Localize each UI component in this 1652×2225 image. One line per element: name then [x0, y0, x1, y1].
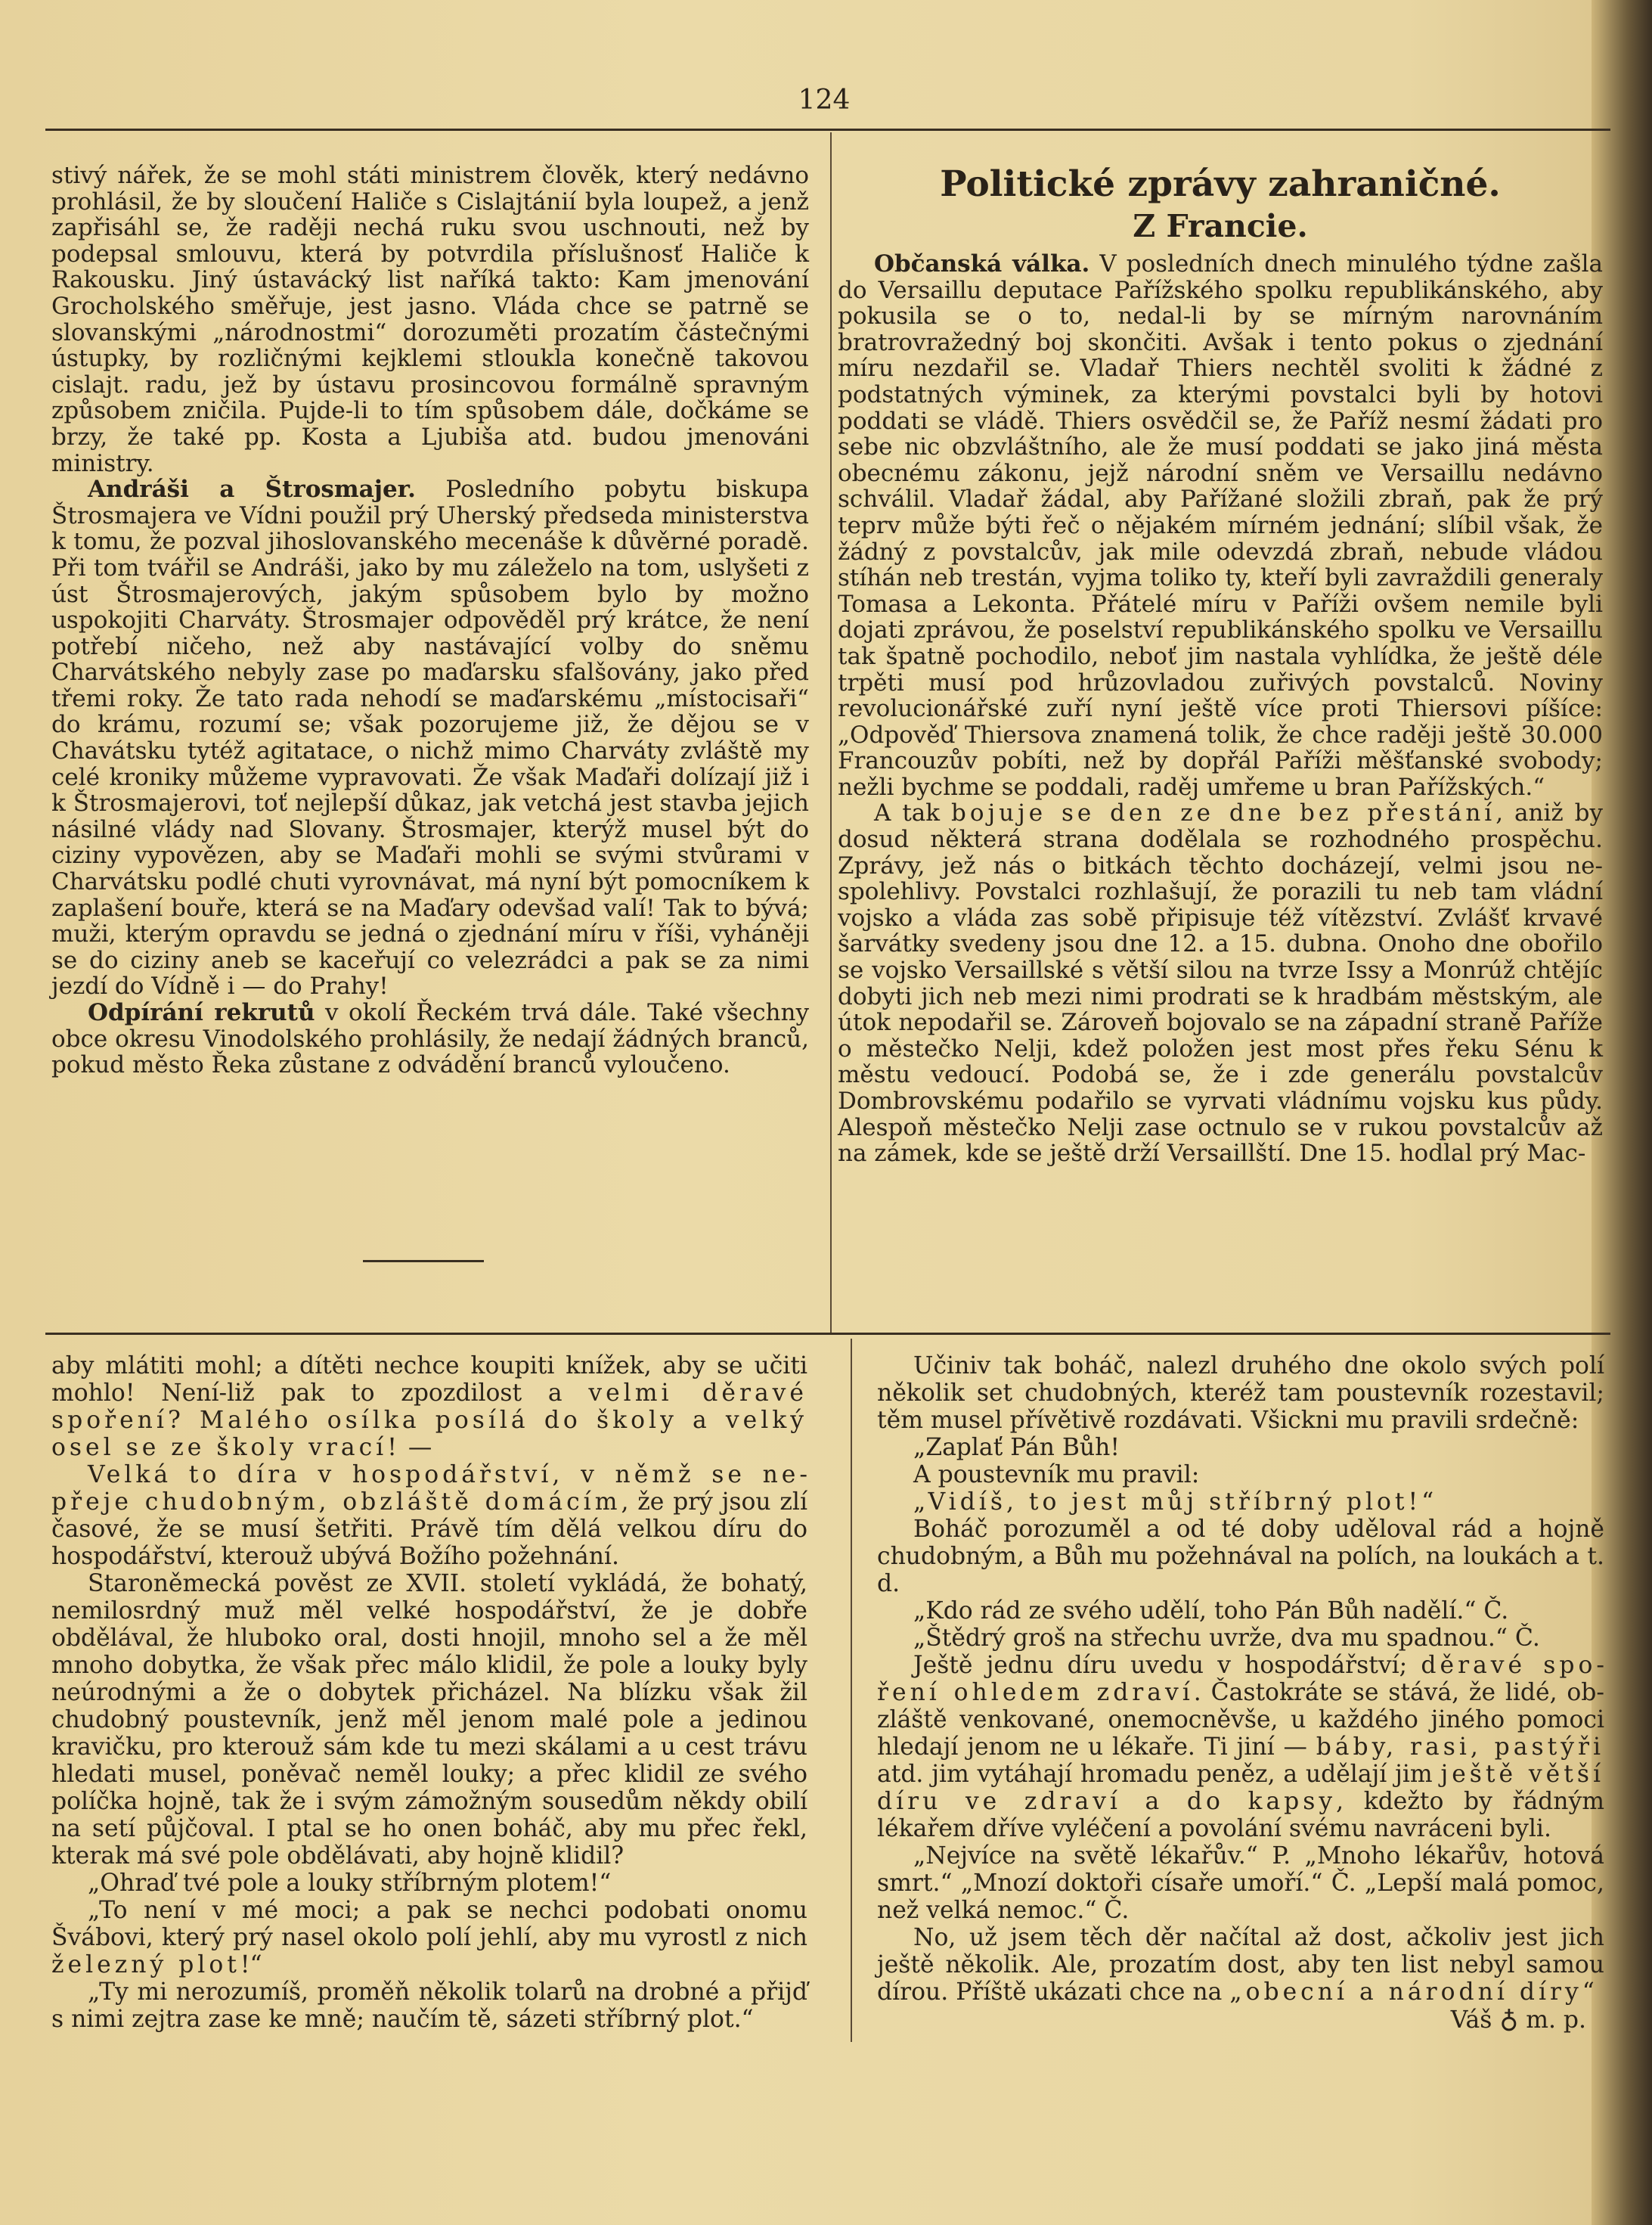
headline-recruits: Odpírání rekrutů [88, 999, 315, 1026]
paragraph-ministry-continuation: stivý nářek, že se mohl státi ministrem člověk, který nedávno prohlásil, že by sloučení Haliče s Cislajtánií byla loupež, a jenž zapřisáhl se, že raději nechá ruku svou uschnouti, než by podepsal smlouvu, která by potvrdila příslušnosť Haliče k Rakousku. Jiný ústavácký list naříká takto: Kam jmenování Grocholského směřuje, jest jasno. Vláda chce se patrně se slovanskými „národnostmi“ dorozuměti prozatím částečnými ústupky, by rozličnými kejklemi stloukla konečně takovou cislajt. radu, jež by ústavu prosincovou formálně spravným způsobem zničila. Pujde-li to tím spůsobem dále, dočkáme se brzy, že také pp. Kosta a Ljubiša atd. budou jmenováni ministry. [51, 162, 809, 477]
headline-civil-war: Občanská válka. [874, 250, 1090, 278]
quote-thanks: „Zaplať Pán Bůh! [913, 1434, 1120, 1461]
text-span: , kdežto by řádným lékařem dříve vyléčení a povolání svému navráceni byli. [877, 1788, 1604, 1842]
proverbs-doctors: „Nejvíce na světě lékařův.“ P. „Mnoho lékařův, hotová smrt.“ „Mnozí doktoři císaře umoří.“ Č. „Lepší malá pomoc, než velká nemoc.“ Č. [877, 1842, 1604, 1924]
paragraph-andrasi [51, 476, 809, 1000]
feuilleton-separator-rule [45, 1333, 1610, 1335]
section-title: Politické zprávy zahraničné. [940, 163, 1501, 205]
column-bottom-right [877, 1352, 1604, 2034]
text-span: „To není v mé moci; a pak se nechci podobati onomu Švábovi, který prý nasel okolo polí jehlí, aby mu vyrostl z nich [51, 1897, 807, 1951]
text-span: Ještě jednu díru uvedu v hospodářství; [913, 1652, 1421, 1679]
paragraph-fighting [838, 800, 1603, 1166]
signature-text: m. p. [1526, 2006, 1586, 2034]
page-number: 124 [798, 85, 851, 116]
paragraph-andrasi-text: Posledního pobytu biskupa Štrosmajera ve Vídni použil prý Uherský předseda ministerstva k tomu, že pozval jihoslovanského mecenáše k důvěrné poradě. Při tom tvářil se Andráši, jako by mu záleželo na tom, uslyšeti z úst Štrosmajerových, jakým spůsobem bylo by možno uspokojiti Charváty. Štrosmajer odpověděl prý krátce, že není potřebí ničeho, než aby nastávající volby do sněmu Charvátského nebyly zase po maďarsku sfalšovány, jako před třemi roky. Že tato rada nehodí se maďarskému „místocisaři“ do krámu, rozumí se; však pozorujeme již, že dějou se v Chavátsku tytéž agitatace, o nichž mimo Charváty zvláště my celé kroniky můžeme vypravovati. Že však Maďaři dolízají již i k Štrosmajerovi, toť nejlepší důkaz, jak vetchá jest stavba jejich násilné vlády nad Slovany. Štrosmajer, kterýž musel být do ciziny vypovězen, aby se Maďaři mohli se svými stvůrami v Charvátsku podlé chuti vyrovnávat, má nyní být pomocníkem k zaplašení bouře, která se na Maďary odevšad valí! Tak to bývá; muži, kterým opravdu se jedná o zjednání míru v říši, vyháněji se do ciziny aneb se kaceřují co velezrádci a pak se za nimi jezdí do Vídně i — do Prahy! [51, 476, 809, 1001]
spaced-emphasis: železný plot [51, 1951, 240, 1978]
quote-hermit-said: A poustevník mu pravil: [913, 1461, 1200, 1488]
paragraph-fighting-text: , aniž by dosud některá strana dodělala se rozhodného prospěchu. Zprávy, jež nás o bitkách těchto docházejí, velmi jsou nespolehlivy. Povstalci rozhlašují, že porazili tu neb tam vládní vojsko a vláda zas sobě připisuje též vítězství. Zvlášť krvavé šarvátky svedeny jsou dne 12. a 15. dubna. Onoho dne obořilo se vojsko Versaillské s větší silou na tvrze Issy a Monrúž chtějíc dobyti jich neb mezi nimi prodrati se k hradbám městským, ale útok nepodařil se. Zároveň bojovalo se na západní straně Paříže o městečko Nelji, kdež položen jest most přes řeku Sénu k městu vedoucí. Podobá se, že i zde generálu povstalcův Dombrovskému podařilo se vyrvati vládnímu vojsku kus půdy. Alespoň městečko Nelji zase octnulo se v rukou povstalcův až na zámek, kde se ještě drží Versaillští. Dne 15. hodlal prý Mac- [838, 799, 1603, 1168]
column-bottom-left [51, 1352, 807, 2033]
headline-andrasi: Andráši a Štrosmajer. [88, 476, 416, 504]
column-top-left [51, 163, 809, 1078]
quote-my-fence: „Vidíš, to jest můj stříbrný plot!“ [913, 1488, 1438, 1516]
signature-symbol-icon: ♁ [1499, 2004, 1519, 2034]
signature-text: Váš [1450, 2006, 1492, 2034]
spaced-emphasis: báby, rasi, pastýři [1316, 1733, 1604, 1761]
text-span: . Častokráte se stává, že lidé, obzláště venkované, onemocněvše, u každého jiného pomoci hledají jenom ne u lékaře. Ti jiní — [877, 1679, 1605, 1761]
section-end-rule [363, 1260, 484, 1262]
paragraph-rich-man: Učiniv tak boháč, nalezl druhého dne okolo svých polí několik set chudobných, kteréž tam poustevník rozestavil; těm musel přívětivě rozdávati. Všickni mu pravili srdečně: [877, 1352, 1604, 1434]
text-span: atd. jim vytáhají hromadu peněz, a udělají jim [877, 1761, 1441, 1788]
proverb-1: „Kdo rád ze svého udělí, toho Pán Bůh nadělí.“ Č. [913, 1597, 1509, 1625]
quote-iron-fence [51, 1897, 807, 1978]
signature [877, 2006, 1604, 2034]
column-divider-top [830, 132, 832, 1335]
column-top-right [838, 163, 1603, 1167]
spaced-emphasis: velmi děravé spoření? Malého osílka posílá do školy a velký osel se ze školy vrací! [51, 1379, 807, 1461]
paragraph-feuilleton-2 [51, 1461, 807, 1570]
paragraph-civil-war [838, 251, 1603, 800]
spaced-emphasis: bojuje se den ze dne bez přestání [951, 799, 1496, 827]
paragraph-fighting-start: A tak [874, 799, 951, 827]
quote-silver-fence: „Ohraď tvé pole a louky stříbrným plotem!“ [88, 1870, 612, 1897]
paragraph-feuilleton-1 [51, 1352, 807, 1461]
paragraph-recruits [51, 1000, 809, 1078]
text-span: , že prý jsou zlí časové, že se musí šetřiti. Právě tím dělá velkou díru do hospodářství, kterouž ubývá Božího požehnání. [51, 1488, 807, 1570]
column-divider-bottom [851, 1339, 852, 2042]
proverb-2: „Štědrý groš na střechu uvrže, dva mu spadnou.“ Č. [913, 1625, 1540, 1652]
spaced-emphasis: „obecní a národní díry“ [1229, 1978, 1598, 2006]
quote-tolars: „Ty mi nerozumíš, proměň několik tolarů na drobné a přijď s nimi zejtra zase ke mně; naučím tě, sázeti stříbrný plot.“ [51, 1978, 807, 2033]
paragraph-legend: Staroněmecká pověst ze XVII. století vykládá, že bohatý, nemilosrdný muž měl velké hospodářství, že je dobře obdělával, že hluboko oral, dosti hnojil, mnoho sel a že měl mnoho dobytka, že však přec málo klidil, že pole a louky byly neúrodnými a že o dobytek přicházel. Na blízku však žil chudobný poustevník, jenž měl jenom malé pole a jedinou kravičku, pro kterouž sám kde tu mezi skálami a u cest trávu hledati musel, poněvač neměl louky; a přec klidil ze svého políčka hojně, tak že i svým zámožným sousedům někdy obilí na setí půjčoval. I ptal se ho onen boháč, aby mu přec řekl, kterak má své pole obdělávati, aby hojně klidil? [51, 1570, 807, 1870]
paragraph-recruits-text: v okolí Řeckém trvá dále. Také všechny obce okresu Vinodolského prohlásily, že nedají žádných branců, pokud město Řeka zůstane z odvádění branců vyloučeno. [51, 999, 809, 1079]
paragraph-health [877, 1652, 1604, 1842]
paragraph-civil-war-text: V posledních dnech minulého týdne zašla do Versaillu deputace Pařížského spolku republikánského, aby pokusila se o to, nedal-li by se mírným narovnáním bratrovražedný boj skončiti. Avšak i tento pokus o zjednání míru nezdařil se. Vladař Thiers nechtěl svoliti k žádné z podstatných výminek, za kterými povstalci byli by hotovi poddati se vládě. Thiers osvědčil se, že Paříž nesmí žádati pro sebe nic obzvláštního, ale že musí poddati se jako jiná města obecnému zákonu, jejž národní sněm ve Versaillu nedávno schválil. Vladař žádal, aby Pařížané složili zbraň, pak že prý teprv může býti řeč o nějakém mírném jednání; slíbil však, že žádný z povstalcův, jak mile odevzdá zbraň, nebude vládou stíhán neb trestán, vyjma toliko ty, kteří byli zavraždili generaly Tomasa a Lekonta. Přátelé míru v Paříži ovšem nemile byli dojati zprávou, že poselství republikánského spolku ve Versaillu tak špatně pochodilo, neboť jim nastala vyhlídka, že ještě déle trpěti musí pod hrůzovladou zuřivých povstalců. Noviny revolucionářské zuří nyní ještě více proti Thiersovi píšíce: „Odpověď Thiersova znamená tolik, že chce raději ještě 30.000 Francouzův pobíti, než by dopřál Paříži měšťanské svobody; nežli bychme se poddali, raděj umřeme u bran Pařížských.“ [838, 250, 1603, 801]
section-subtitle: Z Francie. [1133, 208, 1308, 244]
text-span: !“ [240, 1951, 262, 1978]
spaced-emphasis: Velká to díra v hospodářství, v němž se nepřeje chudobným, obzláště domácím [51, 1461, 807, 1516]
text-span: — [400, 1434, 432, 1461]
text-span: No, už jsem těch děr načítal až dost, ačkoliv jest jich ještě několik. Ale, prozatím dost, aby ten list nebyl samou dírou. Příště ukázati chce na [877, 1924, 1604, 2006]
paragraph-closing [877, 1924, 1604, 2006]
paragraph-understood: Boháč porozuměl a od té doby uděloval rád a hojně chudobným, a Bůh mu požehnával na polích, na loukách a t. d. [877, 1516, 1604, 1597]
text-span: aby mlátiti mohl; a dítěti nechce koupiti knížek, aby se učiti mohlo! Není-liž pak to zpozdilost a [51, 1352, 807, 1407]
header-rule [45, 129, 1610, 131]
spaced-emphasis: děravé spoření ohledem zdraví [877, 1652, 1604, 1706]
spaced-emphasis: ještě větší díru ve zdraví a do kapsy [877, 1761, 1604, 1815]
